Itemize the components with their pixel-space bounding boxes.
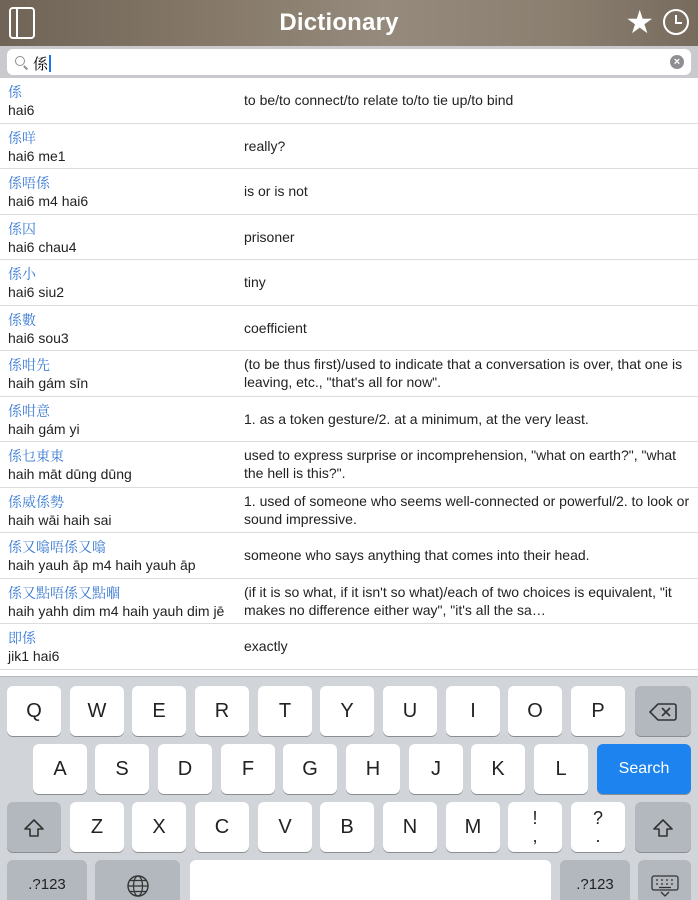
key-z[interactable]: Z: [70, 802, 124, 852]
on-screen-keyboard: [0, 676, 698, 900]
key-e[interactable]: E: [132, 686, 186, 736]
clock-icon[interactable]: [663, 9, 689, 35]
entry-hanzi: 係又點唔係又點嗰: [8, 584, 120, 601]
key-n[interactable]: N: [383, 802, 437, 852]
entry-definition: 1. used of someone who seems well-connected or powerful/2. to look or sound impressive.: [244, 492, 690, 527]
key-bottom-glyph: .: [595, 826, 601, 846]
key-r[interactable]: R: [195, 686, 249, 736]
search-input[interactable]: [7, 49, 691, 75]
key-c[interactable]: C: [195, 802, 249, 852]
entry-hanzi: 係威係勢: [8, 493, 64, 510]
globe-icon: [126, 874, 150, 898]
entry-hanzi: 係數: [8, 311, 36, 328]
entry-jyutping: jik1 hai6: [8, 648, 60, 664]
entry-jyutping: haih yauh āp m4 haih yauh āp: [8, 557, 196, 573]
results-list: [0, 78, 698, 676]
list-item[interactable]: [0, 169, 698, 215]
entry-jyutping: haih yahh dim m4 haih yauh dim jē: [8, 602, 225, 619]
keyboard-dismiss-key[interactable]: [638, 860, 691, 900]
key-top-glyph: ?: [592, 808, 603, 828]
entry-hanzi: 係囚: [8, 220, 36, 237]
key-top-glyph: !: [532, 808, 538, 828]
numbers-key-left[interactable]: .?123: [7, 860, 87, 900]
entry-jyutping: hai6 sou3: [8, 329, 69, 346]
key-u[interactable]: U: [383, 686, 437, 736]
list-item[interactable]: [0, 124, 698, 170]
key-s[interactable]: S: [95, 744, 149, 794]
list-item[interactable]: [0, 351, 698, 397]
entry-jyutping: haih māt dūng dūng: [8, 466, 132, 482]
key-a[interactable]: A: [33, 744, 87, 794]
entry-definition: (to be thus first)/used to indicate that a conversation is over, that one is leaving, etc., "that's all for now".: [244, 356, 683, 391]
entry-jyutping: haih gám sīn: [8, 375, 89, 391]
clear-icon[interactable]: ×: [670, 55, 684, 69]
key-p[interactable]: P: [571, 686, 625, 736]
key-j[interactable]: J: [409, 744, 463, 794]
list-item[interactable]: [0, 215, 698, 261]
entry-definition: 1. as a token gesture/2. at a minimum, at the very least.: [244, 410, 589, 427]
search-bar: [0, 46, 698, 78]
list-item[interactable]: [0, 78, 698, 124]
keyboard-dismiss-icon: [651, 875, 679, 897]
entry-jyutping: hai6 chau4: [8, 238, 77, 255]
key-b[interactable]: B: [320, 802, 374, 852]
key-bottom-glyph: ,: [532, 826, 538, 846]
search-key[interactable]: Search: [597, 744, 691, 794]
shift-key-right[interactable]: [635, 802, 691, 852]
entry-jyutping: haih gám yi: [8, 420, 80, 437]
key-question-period[interactable]: [571, 802, 625, 852]
key-h[interactable]: H: [346, 744, 400, 794]
entry-hanzi: 係咁意: [8, 402, 50, 419]
entry-definition: tiny: [244, 274, 266, 291]
star-icon[interactable]: ★: [625, 4, 654, 40]
entry-hanzi: 係小: [8, 266, 36, 282]
entry-jyutping: hai6 me1: [8, 147, 66, 164]
key-w[interactable]: W: [70, 686, 124, 736]
entry-definition: exactly: [244, 638, 288, 655]
key-d[interactable]: D: [158, 744, 212, 794]
entry-definition: coefficient: [244, 319, 307, 336]
key-i[interactable]: I: [446, 686, 500, 736]
entry-hanzi: 係: [8, 84, 22, 100]
list-item[interactable]: [0, 533, 698, 579]
entry-jyutping: hai6: [8, 102, 35, 118]
entry-definition: to be/to connect/to relate to/to tie up/to bind: [244, 92, 514, 109]
key-k[interactable]: K: [471, 744, 525, 794]
backspace-key[interactable]: [635, 686, 691, 736]
entry-definition: prisoner: [244, 228, 295, 245]
shift-key-left[interactable]: [7, 802, 61, 852]
entry-definition: used to express surprise or incomprehension, "what on earth?", "what the hell is this?".: [244, 447, 677, 482]
entry-hanzi: 即係: [8, 630, 36, 646]
entry-jyutping: haih wāi haih sai: [8, 511, 112, 528]
entry-definition: really?: [244, 137, 286, 154]
key-m[interactable]: M: [446, 802, 500, 852]
key-f[interactable]: F: [221, 744, 275, 794]
key-v[interactable]: V: [258, 802, 312, 852]
entry-definition: someone who says anything that comes into their head.: [244, 547, 590, 564]
entry-hanzi: 係又噏唔係又噏: [8, 539, 106, 555]
key-exclaim-comma[interactable]: [508, 802, 562, 852]
list-item[interactable]: [0, 488, 698, 534]
key-x[interactable]: X: [132, 802, 186, 852]
entry-hanzi: 係乜東東: [8, 448, 64, 464]
key-y[interactable]: Y: [320, 686, 374, 736]
entry-hanzi: 係咩: [8, 129, 36, 146]
shift-icon: [23, 818, 45, 838]
navigation-bar: [0, 0, 698, 46]
entry-jyutping: hai6 siu2: [8, 284, 65, 300]
list-item[interactable]: [0, 579, 698, 625]
list-item[interactable]: [0, 442, 698, 488]
list-item[interactable]: [0, 397, 698, 443]
list-item[interactable]: [0, 260, 698, 306]
key-o[interactable]: O: [508, 686, 562, 736]
shift-icon: [652, 818, 674, 838]
search-icon: [15, 56, 25, 66]
numbers-key-right[interactable]: .?123: [560, 860, 630, 900]
text-caret: [49, 55, 51, 72]
entry-hanzi: 係唔係: [8, 175, 50, 191]
entry-definition: is or is not: [244, 183, 308, 200]
list-item[interactable]: [0, 306, 698, 352]
entry-definition: (if it is so what, if it isn't so what)/each of two choices is equivalent, "it makes no difference either way", "it's all the sa…: [244, 583, 672, 618]
search-query: 係: [33, 56, 49, 73]
entry-jyutping: hai6 m4 hai6: [8, 193, 89, 209]
globe-key[interactable]: [95, 860, 180, 900]
page-title: Dictionary: [279, 9, 399, 36]
key-g[interactable]: G: [283, 744, 337, 794]
entry-hanzi: 係咁先: [8, 357, 50, 373]
key-l[interactable]: L: [534, 744, 588, 794]
key-t[interactable]: T: [258, 686, 312, 736]
backspace-icon: [649, 702, 677, 722]
list-item[interactable]: [0, 624, 698, 670]
space-key[interactable]: [190, 860, 551, 900]
key-q[interactable]: Q: [7, 686, 61, 736]
